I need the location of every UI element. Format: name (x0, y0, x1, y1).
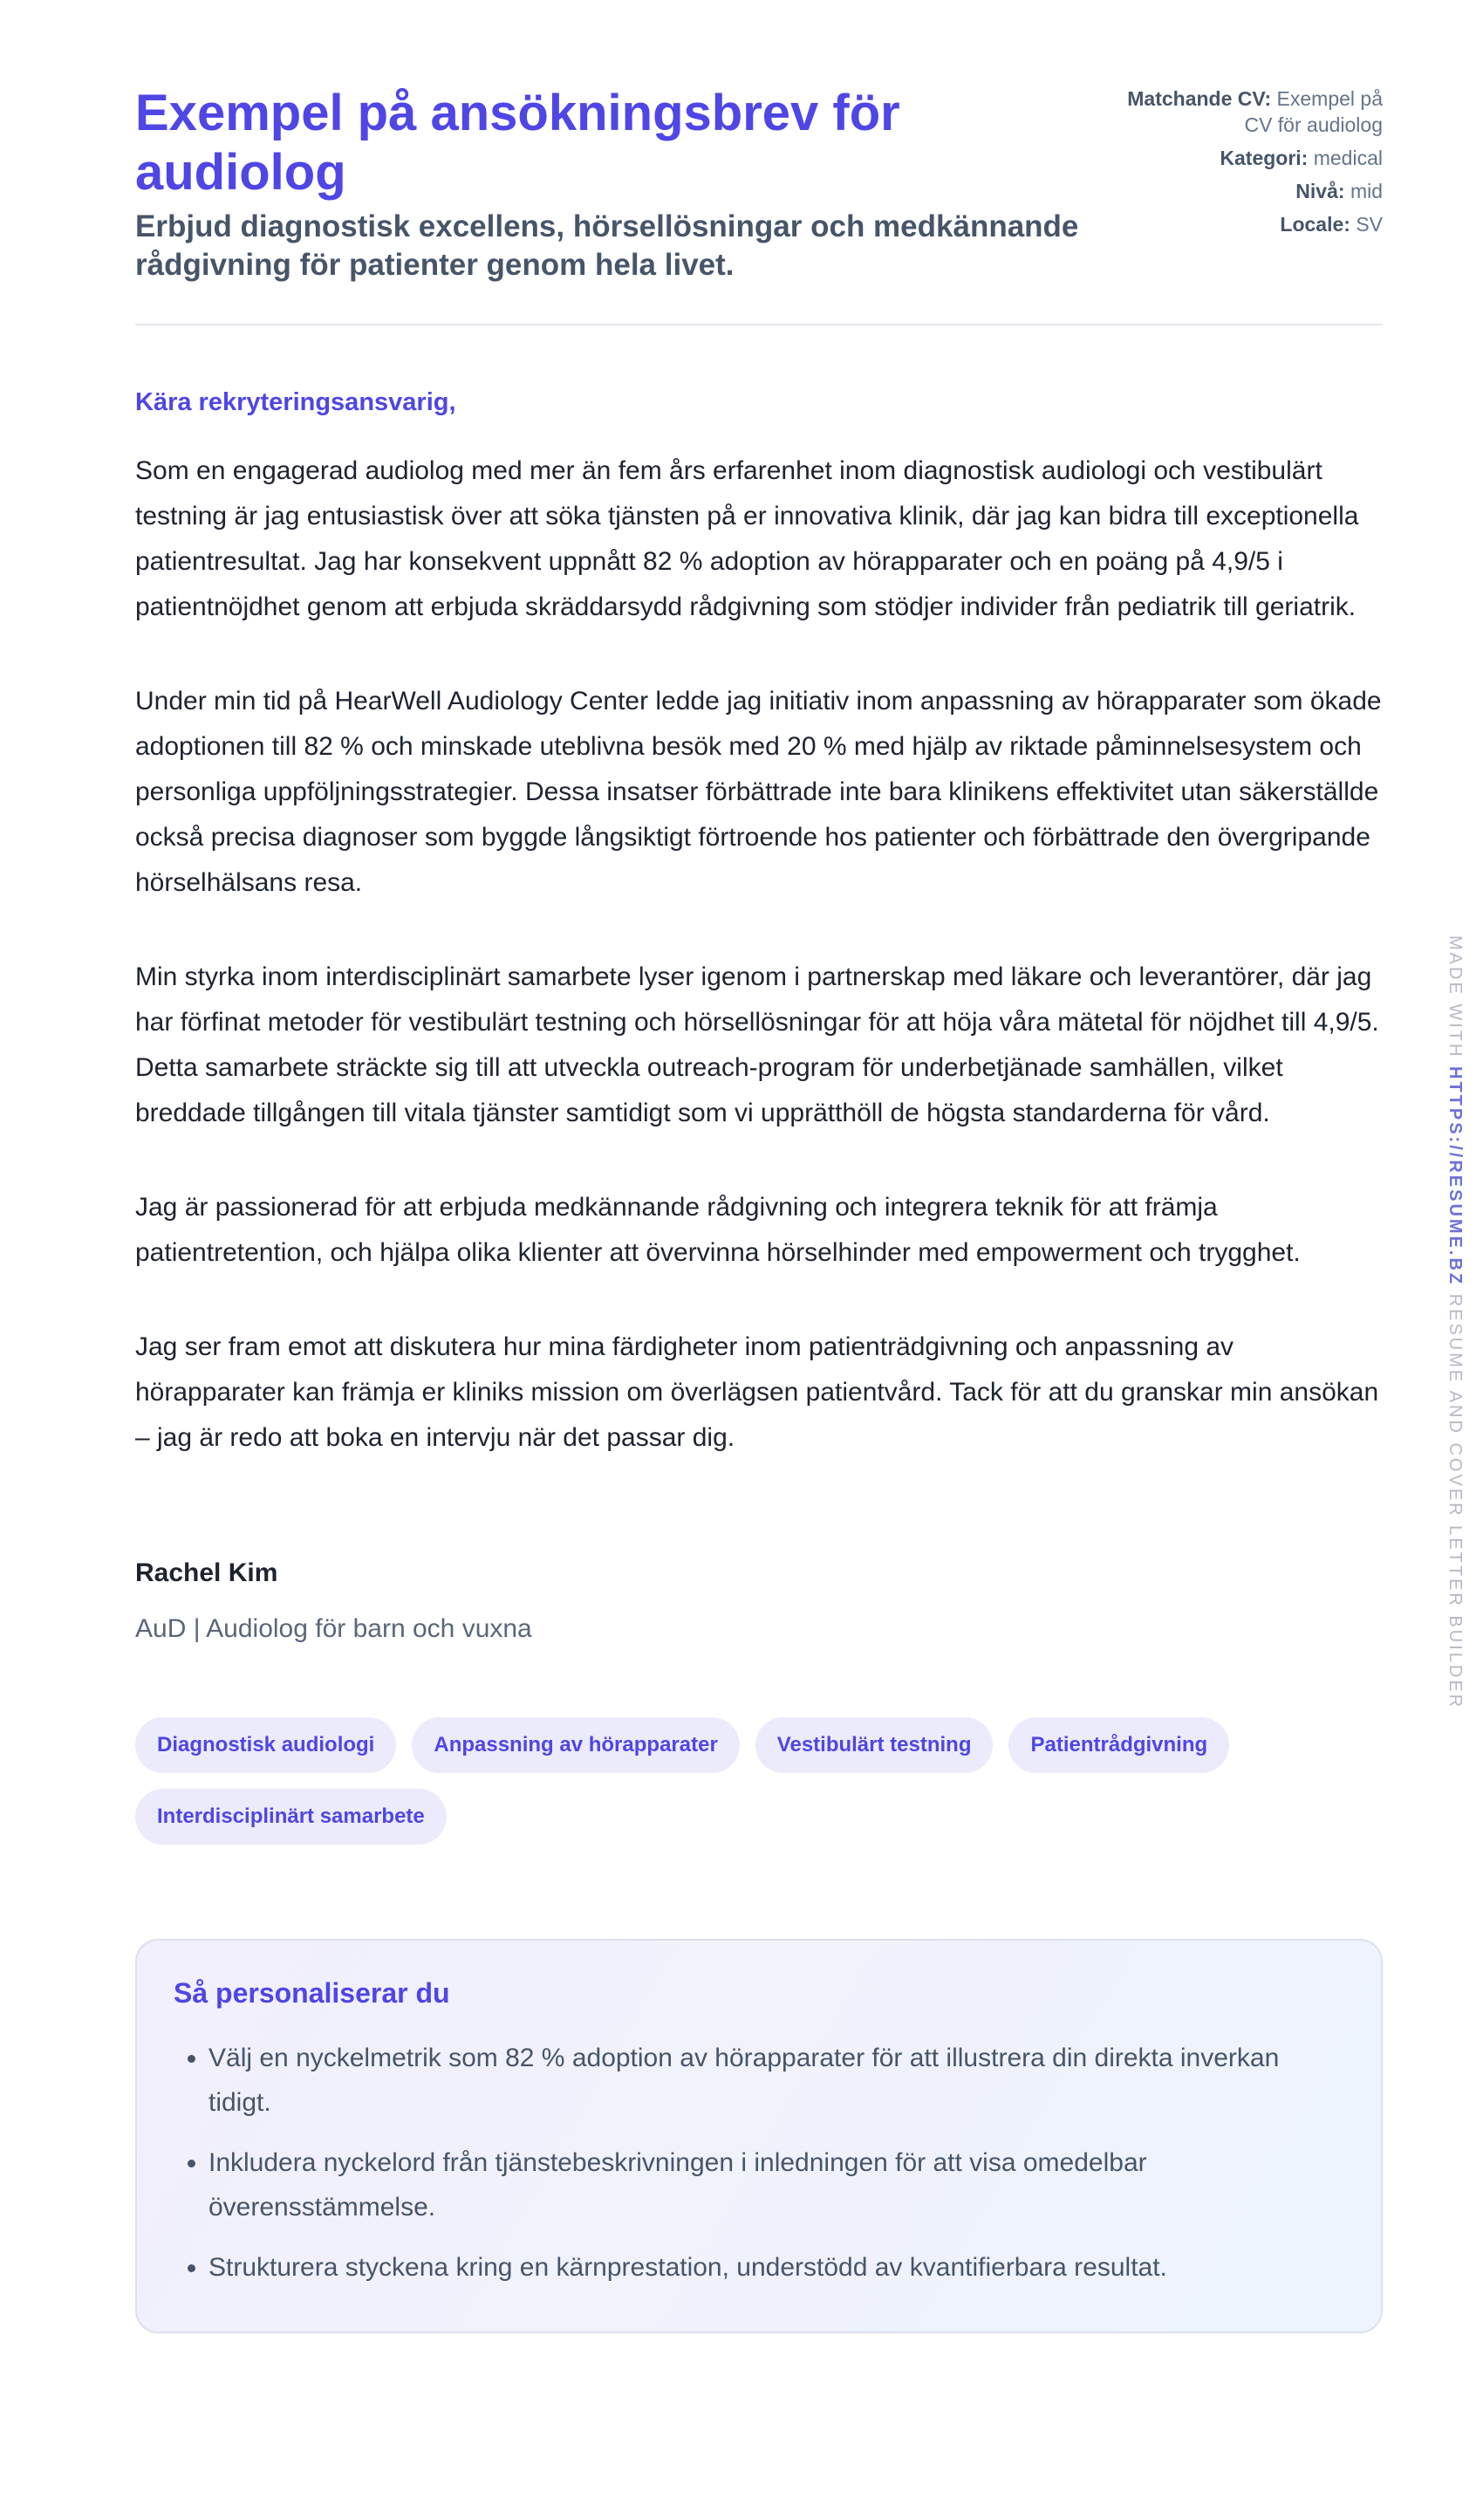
meta-level-value: mid (1350, 180, 1383, 202)
tips-list (174, 2036, 1346, 2290)
page-subtitle: Erbjud diagnostisk excellens, hörsellösningar och medkännande rådgivning för patienter genom hela livet. (135, 209, 1079, 282)
watermark-link[interactable]: HTTPS://RESUME.BZ (1445, 1066, 1465, 1287)
tips-item: • Välj en nyckelmetrik som 82 % adoption av hörapparater för att illustrera din direkta inverkan tidigt. (208, 2036, 1346, 2125)
letter-paragraph: Min styrka inom interdisciplinärt samarbete lyser igenom i partnerskap med läkare och leverantörer, där jag har förfinat metoder för vestibulärt testning och hörsellösningar för att höja våra mätetal för nöjdhet till 4,9/5. Detta samarbete sträckte sig till att utveckla outreach-program för underbetjänade samhällen, vilket breddade tillgången till vitala tjänster samtidigt som vi upprätthöll de högsta standarderna för vård. (135, 962, 1379, 1127)
meta-cv-value: Exempel på CV för audiolog (1244, 87, 1383, 136)
letter-paragraph: Under min tid på HearWell Audiology Center ledde jag initiativ inom anpassning av hörapparater som ökade adoptionen till 82 % och minskade uteblivna besök med 20 % med hjälp av riktade påminnelsesystem och personliga uppföljningsstrategier. Dessa insatser förbättrade inte bara klinikens effektivitet utan säkerställde också precisa diagnoser som byggde långsiktigt förtroende hos patienter och förbättrade den övergripande hörselhälsans resa. (135, 687, 1382, 897)
skill-tag: Diagnostisk audiologi (135, 1717, 396, 1773)
signature-role: AuD | Audiolog för barn och vuxna (135, 1614, 532, 1643)
meta-locale-value: SV (1356, 213, 1383, 236)
meta-level (1104, 178, 1383, 204)
page-title: Exempel på ansökningsbrev för audiolog (135, 85, 900, 201)
page-header (135, 0, 1383, 325)
tips-title: Så personaliserar du (174, 1977, 450, 2009)
letter-paragraph: Jag är passionerad för att erbjuda medkännande rådgivning och integrera teknik för att främja patientretention, och hjälpa olika klienter att övervinna hörselhinder med empowerment och trygghet. (135, 1193, 1301, 1267)
tips-item: • Inkludera nyckelord från tjänstebeskrivningen i inledningen för att visa omedelbar överensstämmelse. (208, 2140, 1346, 2229)
signature-block (135, 1558, 1383, 1644)
meta-panel (1104, 86, 1383, 244)
meta-locale-label: Locale: (1280, 213, 1350, 236)
meta-category-label: Kategori: (1220, 147, 1309, 169)
skill-tag: Anpassning av hörapparater (412, 1717, 739, 1773)
meta-cv (1104, 86, 1383, 138)
watermark-prefix: MADE WITH (1445, 935, 1465, 1059)
skill-tag: Vestibulärt testning (755, 1717, 994, 1773)
letter-paragraph: Som en engagerad audiolog med mer än fem års erfarenhet inom diagnostisk audiologi och vestibulärt testning är jag entusiastisk över att söka tjänsten på er innovativa klinik, där jag kan bidra till exceptionella patientresultat. Jag har konsekvent uppnått 82 % adoption av hörapparater och en poäng på 4,9/5 i patientnöjdhet genom att erbjuda skräddarsydd rådgivning som stödjer individer från pediatrik till geriatrik. (135, 456, 1359, 621)
skill-tag: Interdisciplinärt samarbete (135, 1789, 447, 1845)
signature-name: Rachel Kim (135, 1558, 278, 1587)
letter-paragraph: Jag ser fram emot att diskutera hur mina färdigheter inom patienträdgivning och anpassning av hörapparater kan främja er kliniks mission om överlägsen patientvård. Tack för att du granskar min ansökan – jag är redo att boka en intervju när det passar dig. (135, 1332, 1379, 1452)
meta-category-value: medical (1313, 147, 1383, 169)
meta-category (1104, 145, 1383, 171)
made-with-watermark (1445, 935, 1465, 1709)
meta-cv-label: Matchande CV: (1127, 87, 1272, 110)
cover-letter-page (135, 0, 1383, 2333)
personalization-tips (135, 1939, 1383, 2333)
skill-tags (135, 1717, 1269, 1845)
watermark-suffix: RESUME AND COVER LETTER BUILDER (1445, 1293, 1465, 1710)
meta-locale (1104, 211, 1383, 237)
meta-level-label: Nivå: (1295, 180, 1345, 202)
letter-greeting: Kära rekryteringsansvarig, (135, 388, 456, 416)
letter-body (135, 449, 1383, 1461)
skill-tag: Patientrådgivning (1008, 1717, 1229, 1773)
tips-item: • Strukturera styckena kring en kärnprestation, understödd av kvantifierbara resultat. (208, 2245, 1346, 2290)
